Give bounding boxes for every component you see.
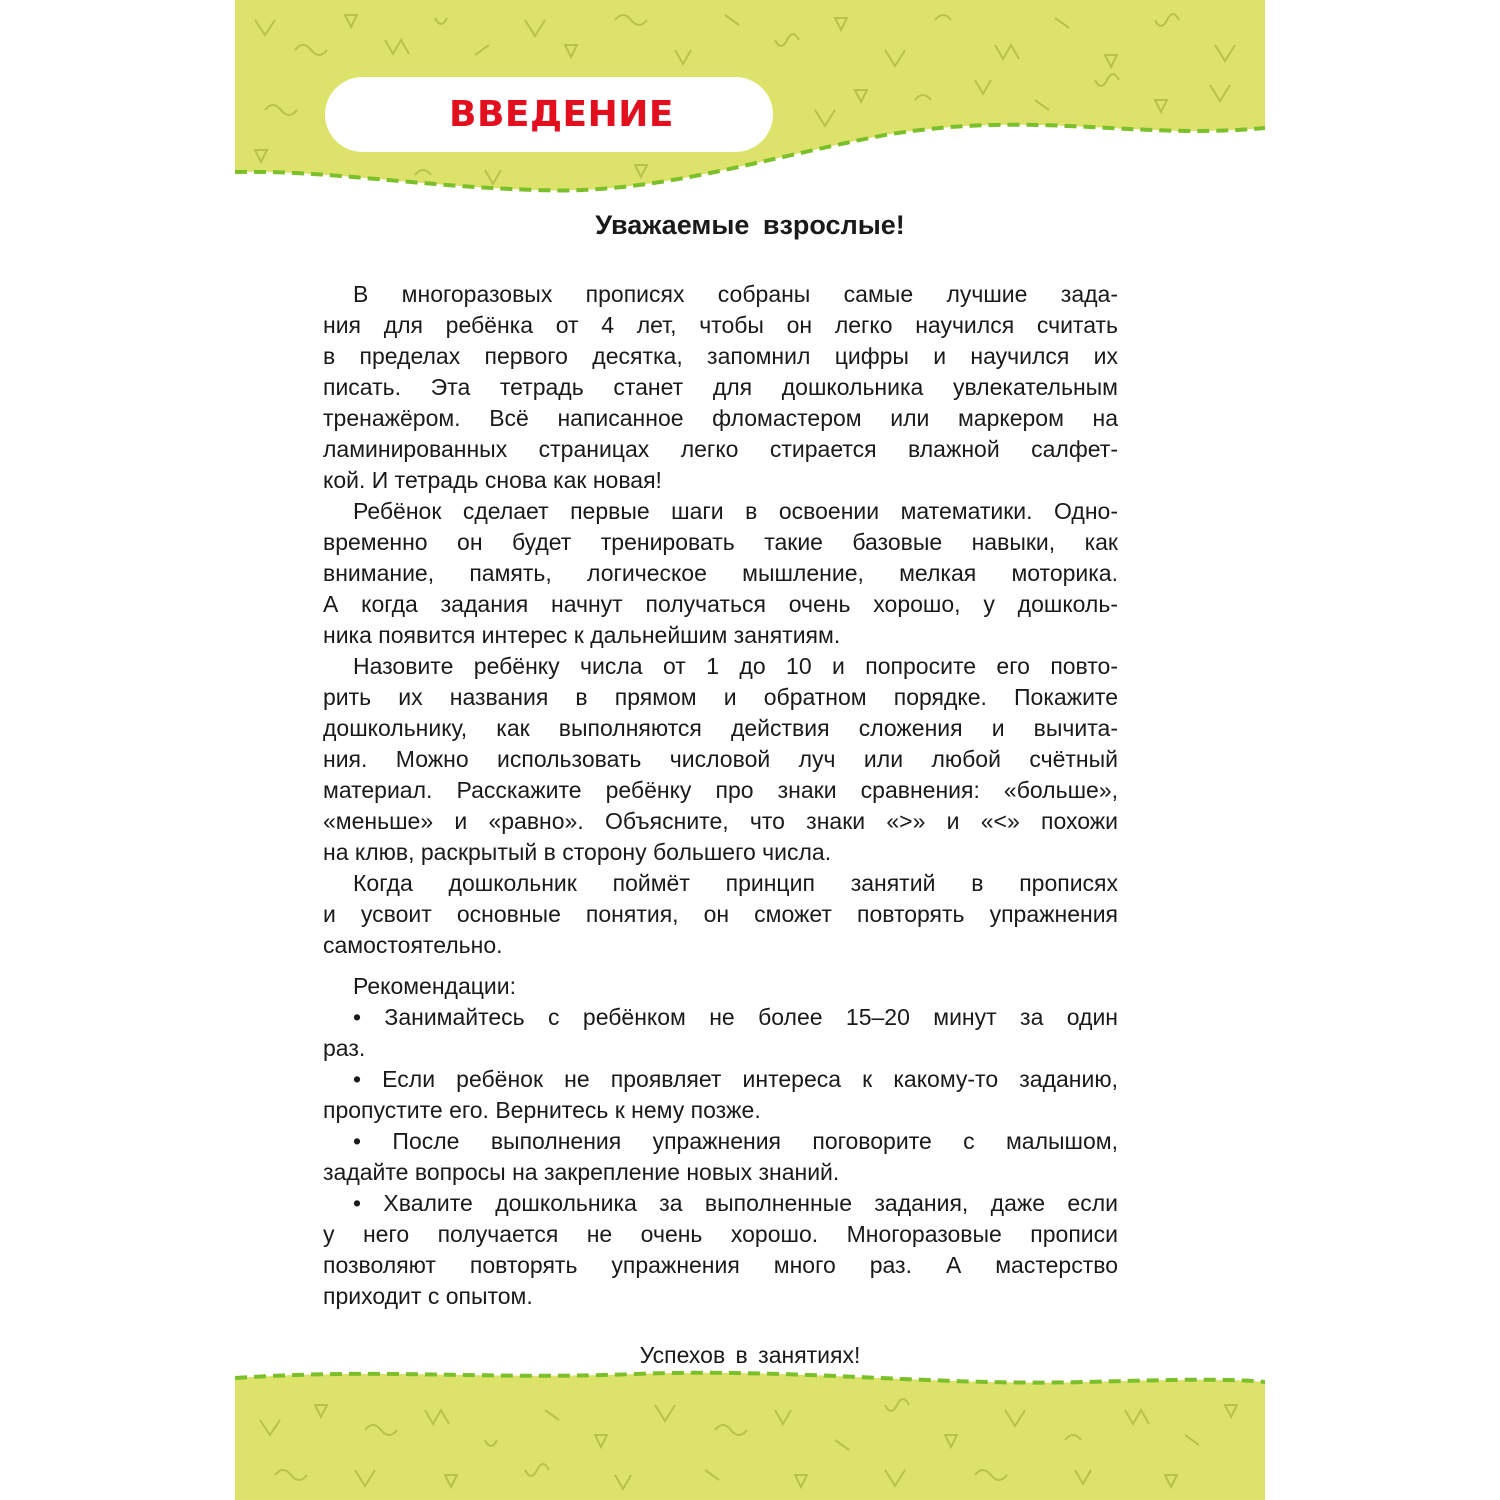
- text-line: приходит с опытом.: [323, 1283, 533, 1309]
- paragraph: [323, 496, 1118, 651]
- book-page: [235, 0, 1265, 1500]
- text-line: ника появится интерес к дальнейшим занятиям.: [323, 622, 841, 648]
- paragraph: [323, 279, 1118, 496]
- text-line: ламинированных страницах легко стирается влажной салфет-: [323, 436, 1118, 462]
- text-line: • Хвалите дошкольника за выполненные задания, даже если: [353, 1190, 1118, 1216]
- recommendation-item: [323, 1126, 1118, 1188]
- recommendation-item: [323, 1064, 1118, 1126]
- text-line: • После выполнения упражнения поговорите с малышом,: [353, 1128, 1118, 1154]
- text-line: Когда дошкольник поймёт принцип занятий в прописях: [353, 870, 1118, 896]
- text-line: ния. Можно использовать числовой луч или любой счётный: [323, 746, 1118, 772]
- greeting-heading: Уважаемые взрослые!: [595, 210, 905, 240]
- header-band: [235, 0, 1265, 200]
- text-line: кой. И тетрадь снова как новая!: [323, 467, 662, 493]
- recommendations: [323, 971, 1118, 1312]
- text-line: в пределах первого десятка, запомнил цифры и научился их: [323, 343, 1118, 369]
- text-line: и усвоит основные понятия, он сможет повторять упражнения: [323, 901, 1118, 927]
- recommendation-item: [323, 1188, 1118, 1312]
- paragraph-gap: [323, 961, 1118, 971]
- text-line: раз.: [323, 1035, 366, 1061]
- title-pill: [325, 77, 773, 152]
- paragraph: [323, 868, 1118, 961]
- paragraph: [323, 651, 1118, 868]
- text-line: рить их названия в прямом и обратном порядке. Покажите: [323, 684, 1118, 710]
- text-line: на клюв, раскрытый в сторону большего числа.: [323, 839, 832, 865]
- footer-band: [235, 1360, 1265, 1500]
- recommendations-label: Рекомендации:: [353, 973, 517, 999]
- text-line: ния для ребёнка от 4 лет, чтобы он легко научился считать: [323, 312, 1118, 338]
- text-line: Назовите ребёнку числа от 1 до 10 и попросите его повто-: [353, 653, 1118, 679]
- footer-band-fill: [235, 1373, 1265, 1500]
- footer-pattern: [235, 1360, 1265, 1500]
- text-line: • Занимайтесь с ребёнком не более 15–20 минут за один: [353, 1004, 1118, 1030]
- text-line: тренажёром. Всё написанное фломастером или маркером на: [323, 405, 1118, 431]
- text-line: А когда задания начнут получаться очень хорошо, у дошколь-: [323, 591, 1118, 617]
- body-text: [323, 279, 1118, 1312]
- text-line: позволяют повторять упражнения много раз. А мастерство: [323, 1252, 1118, 1278]
- text-line: «меньше» и «равно». Объясните, что знаки «>» и «<» похожи: [323, 808, 1118, 834]
- text-line: • Если ребёнок не проявляет интереса к какому-то заданию,: [353, 1066, 1118, 1092]
- text-line: задайте вопросы на закрепление новых знаний.: [323, 1159, 840, 1185]
- recommendation-item: [323, 1002, 1118, 1064]
- text-line: самостоятельно.: [323, 932, 503, 958]
- text-line: у него получается не очень хорошо. Многоразовые прописи: [323, 1221, 1118, 1247]
- text-line: писать. Эта тетрадь станет для дошкольника увлекательным: [323, 374, 1118, 400]
- closing-text: Успехов в занятиях!: [639, 1342, 861, 1368]
- text-line: временно он будет тренировать такие базовые навыки, как: [323, 529, 1118, 555]
- page-title: ВВЕДЕНИЕ: [449, 94, 674, 135]
- text-line: Ребёнок сделает первые шаги в освоении математики. Одно-: [353, 498, 1118, 524]
- text-line: материал. Расскажите ребёнку про знаки сравнения: «больше»,: [323, 777, 1118, 803]
- text-line: пропустите его. Вернитесь к нему позже.: [323, 1097, 761, 1123]
- text-line: В многоразовых прописях собраны самые лучшие зада-: [353, 281, 1118, 307]
- text-line: дошкольнику, как выполняются действия сложения и вычита-: [323, 715, 1118, 741]
- text-line: внимание, память, логическое мышление, мелкая моторика.: [323, 560, 1118, 586]
